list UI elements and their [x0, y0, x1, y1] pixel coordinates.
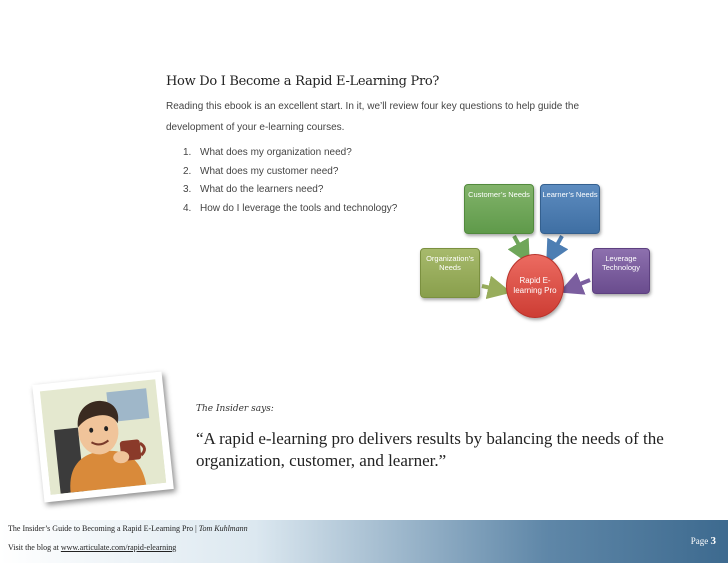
insider-avatar-icon	[40, 379, 166, 495]
needs-diagram	[420, 184, 650, 324]
rapid-elearning-pro-circle	[506, 254, 564, 318]
list-number: 3.	[183, 184, 192, 195]
page-label: Page	[690, 536, 709, 546]
list-text: What does my organization need?	[200, 147, 352, 158]
list-text: What does my customer need?	[200, 165, 339, 177]
author-name: Tom Kuhlmann	[198, 524, 248, 533]
guide-title: The Insider’s Guide to Becoming a Rapid E-Learning Pro |	[8, 524, 197, 533]
insider-photo	[32, 372, 174, 503]
list-text: What do the learners need?	[200, 184, 324, 195]
arrow-customer	[514, 236, 524, 254]
blog-prefix: Visit the blog at	[8, 543, 59, 552]
blog-link[interactable]: www.articulate.com/rapid-elearning	[60, 543, 177, 552]
learner-needs-box: Learner’s Needs	[540, 184, 600, 234]
leverage-technology-box: Leverage Technology	[592, 248, 650, 294]
center-label: Rapid E-learning Pro	[513, 276, 557, 295]
page-footer	[0, 520, 728, 563]
page-number	[691, 535, 716, 547]
question-list	[183, 144, 397, 218]
footer-blog	[8, 543, 176, 552]
insider-illustration	[40, 379, 166, 495]
organization-needs-box: Organization’s Needs	[420, 248, 480, 298]
arrow-organization	[482, 286, 500, 290]
arrow-learner	[552, 236, 562, 254]
page-number-value: 3	[710, 535, 716, 547]
intro-paragraph: Reading this ebook is an excellent start. In it, we’ll review four key questions to help guide the development of your e-learning courses.	[166, 101, 580, 133]
customer-needs-box: Customer’s Needs	[464, 184, 534, 234]
page-title: How Do I Become a Rapid E-Learning Pro?	[166, 74, 440, 89]
arrow-technology	[570, 280, 590, 288]
list-item	[183, 200, 397, 219]
footer-guide-title	[8, 524, 248, 533]
list-item	[183, 144, 397, 163]
list-number: 4.	[183, 202, 192, 214]
list-item	[183, 181, 397, 200]
list-item	[183, 163, 397, 182]
list-number: 2.	[183, 165, 192, 177]
insider-says-label: The Insider says:	[196, 404, 274, 414]
list-text: How do I leverage the tools and technology?	[200, 202, 398, 214]
insider-quote: “A rapid e-learning pro delivers results by balancing the needs of the organization, customer, and learner.”	[196, 429, 664, 470]
list-number: 1.	[183, 147, 192, 158]
